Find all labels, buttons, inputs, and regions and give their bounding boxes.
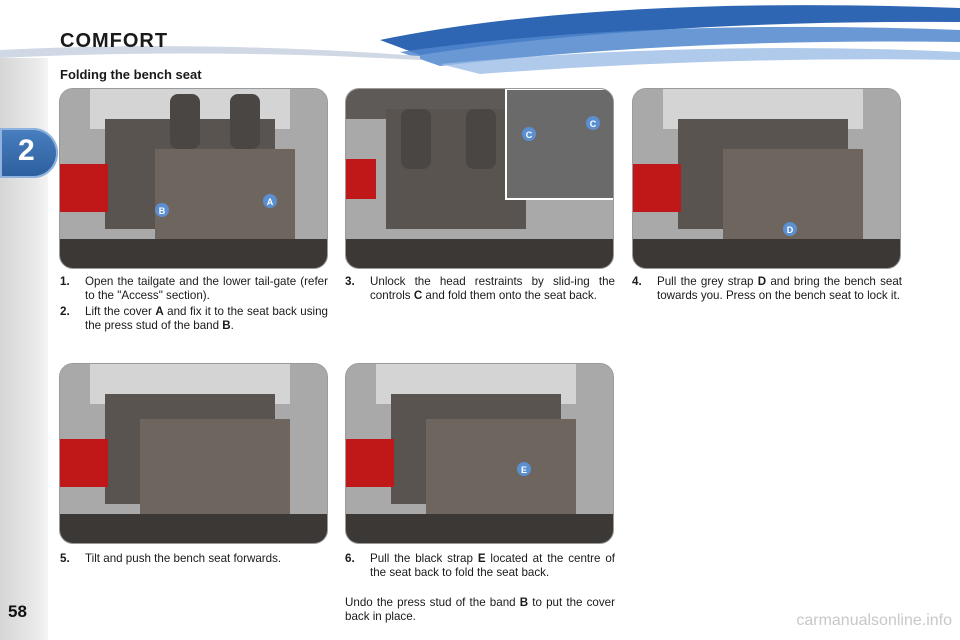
step-text: Lift the cover A and fix it to the seat back using the press stud of the band B. (85, 305, 328, 332)
step-number: 2. (60, 305, 70, 318)
step-number: 1. (60, 275, 70, 288)
figure-label: A (266, 197, 274, 207)
figure-label: C (525, 130, 533, 140)
chapter-tab[interactable] (0, 128, 58, 178)
page-title: COMFORT (60, 30, 169, 52)
note-text: Undo the press stud of the band B to put the cover back in place. (345, 596, 615, 623)
figure-1-image (59, 88, 328, 269)
figure-3-image (632, 88, 901, 269)
step-text: Tilt and push the bench seat forwards. (85, 552, 282, 565)
figure-5-image (345, 363, 614, 544)
figure-4-image (59, 363, 328, 544)
step-4 (632, 275, 902, 302)
figure-label: C (589, 119, 597, 129)
step-text: Pull the grey strap D and bring the bench seat towards you. Press on the bench seat to lock it. (657, 275, 902, 302)
step-6 (345, 552, 615, 579)
step-text: Pull the black strap E located at the centre of the seat back to fold the seat back. (370, 552, 615, 579)
step-number: 3. (345, 275, 355, 288)
step-number: 6. (345, 552, 355, 565)
step-2 (60, 305, 328, 332)
step-5 (60, 552, 328, 566)
step-text: Unlock the head restraints by slid-ing the controls C and fold them onto the seat back. (370, 275, 615, 302)
step-1 (60, 275, 328, 302)
chapter-number: 2 (18, 134, 35, 167)
watermark: carmanualsonline.info (796, 612, 952, 629)
step-text: Open the tailgate and the lower tail-gate (refer to the "Access" section). (85, 275, 328, 302)
section-title: Folding the bench seat (60, 67, 202, 82)
step-number: 5. (60, 552, 70, 565)
figure-label: E (520, 465, 528, 475)
figure-label: B (158, 206, 166, 216)
figure-2-image (345, 88, 614, 269)
step-3 (345, 275, 615, 302)
page-number: 58 (8, 602, 27, 621)
step-number: 4. (632, 275, 642, 288)
figure-label: D (786, 225, 794, 235)
